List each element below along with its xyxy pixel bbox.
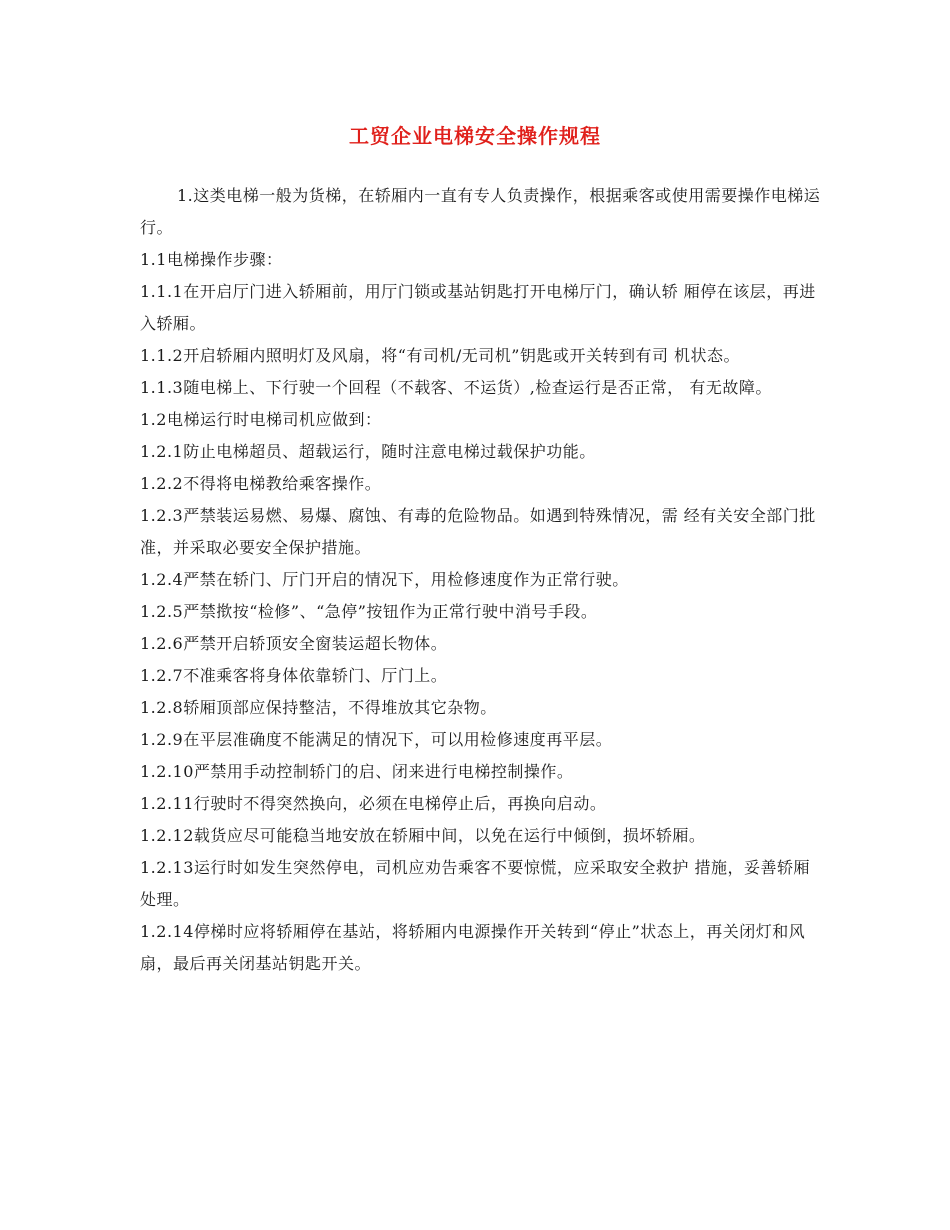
- paragraph-section-1-2: 1.2电梯运行时电梯司机应做到：: [140, 410, 382, 429]
- paragraph-1-2-11: 1.2.11行驶时不得突然换向，必须在电梯停止后，再换向启动。: [140, 794, 607, 813]
- paragraph-1-2-13: 1.2.13运行时如发生突然停电，司机应劝告乘客不要惊慌，应采取安全救护 措施，妥善轿厢处理。: [140, 858, 810, 909]
- paragraph-1-2-4: 1.2.4严禁在轿门、厅门开启的情况下，用检修速度作为正常行驶。: [140, 570, 629, 589]
- paragraph-1-2-10: 1.2.10严禁用手动控制轿门的启、闭来进行电梯控制操作。: [140, 762, 574, 781]
- paragraph-1-2-2: 1.2.2不得将电梯教给乘客操作。: [140, 474, 382, 493]
- paragraph-1-2-7: 1.2.7不准乘客将身体依靠轿门、厅门上。: [140, 666, 448, 685]
- paragraph-1-2-1: 1.2.1防止电梯超员、超载运行，随时注意电梯过载保护功能。: [140, 442, 596, 461]
- paragraph-1-2-6: 1.2.6严禁开启轿顶安全窗装运超长物体。: [140, 634, 448, 653]
- document-body: [140, 180, 825, 980]
- paragraph-1-1-1: 1.1.1在开启厅门进入轿厢前，用厅门锁或基站钥匙打开电梯厅门，确认轿 厢停在该层，再进入轿厢。: [140, 282, 816, 333]
- paragraph-1-1-2: 1.1.2开启轿厢内照明灯及风扇，将“有司机/无司机”钥匙或开关转到有司 机状态。: [140, 346, 741, 365]
- paragraph-1-2-12: 1.2.12载货应尽可能稳当地安放在轿厢中间，以免在运行中倾倒，损坏轿厢。: [140, 826, 706, 845]
- paragraph-1-2-9: 1.2.9在平层准确度不能满足的情况下，可以用检修速度再平层。: [140, 730, 613, 749]
- paragraph-1-2-14: 1.2.14停梯时应将轿厢停在基站，将轿厢内电源操作开关转到“停止”状态上，再关闭灯和风扇，最后再关闭基站钥匙开关。: [140, 922, 806, 973]
- paragraph-1-2-8: 1.2.8轿厢顶部应保持整洁，不得堆放其它杂物。: [140, 698, 497, 717]
- document-title: 工贸企业电梯安全操作规程: [349, 124, 601, 148]
- paragraph-1-1-3: 1.1.3随电梯上、下行驶一个回程（不载客、不运货）,检查运行是否正常， 有无故障。: [140, 378, 772, 397]
- paragraph-1-2-5: 1.2.5严禁揿按“检修”、“急停”按钮作为正常行驶中消号手段。: [140, 602, 598, 621]
- paragraph-1-2-3: 1.2.3严禁装运易燃、易爆、腐蚀、有毒的危险物品。如遇到特殊情况，需 经有关安全部门批准，并采取必要安全保护措施。: [140, 506, 816, 557]
- paragraph-intro: 1.这类电梯一般为货梯，在轿厢内一直有专人负责操作，根据乘客或使用需要操作电梯运行。: [140, 186, 821, 237]
- paragraph-section-1-1: 1.1电梯操作步骤：: [140, 250, 283, 269]
